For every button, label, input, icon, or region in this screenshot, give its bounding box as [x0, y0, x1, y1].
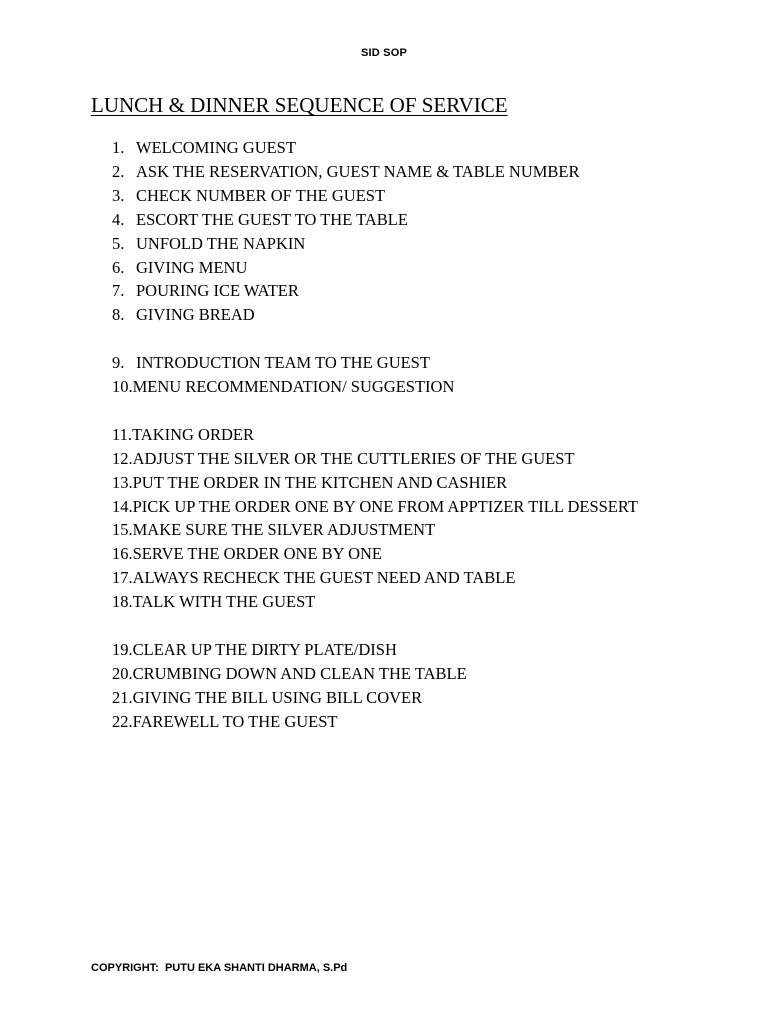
step-item: [112, 160, 678, 184]
step-number: 14.: [112, 496, 133, 516]
step-item: [112, 662, 678, 686]
step-item: [112, 638, 678, 662]
step-number: 15.: [112, 520, 133, 540]
step-number: 3.: [112, 185, 125, 205]
step-text: TALK WITH THE GUEST: [132, 592, 316, 612]
step-item: [112, 471, 678, 495]
step-item: [112, 232, 678, 256]
step-number: 21.: [112, 687, 133, 707]
step-text: UNFOLD THE NAPKIN: [136, 233, 306, 253]
step-item: [112, 710, 678, 734]
step-item: [112, 375, 678, 399]
step-text: GIVING THE BILL USING BILL COVER: [132, 687, 423, 707]
step-item: [112, 184, 678, 208]
step-text: INTRODUCTION TEAM TO THE GUEST: [136, 353, 430, 373]
step-item: [112, 279, 678, 303]
step-number: 8.: [112, 305, 125, 325]
step-number: 7.: [112, 281, 125, 301]
step-number: 20.: [112, 663, 133, 683]
step-number: 9.: [112, 353, 125, 373]
step-item: [112, 495, 678, 519]
step-text: GIVING MENU: [136, 257, 248, 277]
step-item: [112, 351, 678, 375]
step-number: 10.: [112, 377, 133, 397]
step-text: MAKE SURE THE SILVER ADJUSTMENT: [132, 520, 436, 540]
step-text: CHECK NUMBER OF THE GUEST: [136, 185, 386, 205]
step-item: [112, 423, 678, 447]
step-text: TAKING ORDER: [132, 424, 254, 444]
step-number: 17.: [112, 568, 133, 588]
step-item: [112, 590, 678, 614]
step-number: 16.: [112, 544, 133, 564]
step-number: 2.: [112, 161, 125, 181]
step-number: 18.: [112, 592, 133, 612]
step-text: CLEAR UP THE DIRTY PLATE/DISH: [132, 639, 397, 659]
step-text: POURING ICE WATER: [136, 281, 299, 301]
step-text: ALWAYS RECHECK THE GUEST NEED AND TABLE: [132, 568, 516, 588]
step-item: [112, 518, 678, 542]
step-text: ADJUST THE SILVER OR THE CUTTLERIES OF THE GUEST: [132, 448, 575, 468]
step-item: [112, 447, 678, 471]
step-text: MENU RECOMMENDATION/ SUGGESTION: [132, 377, 455, 397]
step-text: PICK UP THE ORDER ONE BY ONE FROM APPTIZER TILL DESSERT: [132, 496, 638, 516]
section-spacer: [112, 327, 678, 351]
step-item: [112, 686, 678, 710]
step-item: [112, 208, 678, 232]
step-text: ESCORT THE GUEST TO THE TABLE: [136, 209, 408, 229]
step-item: [112, 566, 678, 590]
step-text: ASK THE RESERVATION, GUEST NAME & TABLE NUMBER: [136, 161, 580, 181]
step-text: CRUMBING DOWN AND CLEAN THE TABLE: [132, 663, 467, 683]
step-text: PUT THE ORDER IN THE KITCHEN AND CASHIER: [132, 472, 508, 492]
step-item: [112, 136, 678, 160]
step-number: 5.: [112, 233, 125, 253]
step-number: 22.: [112, 711, 133, 731]
step-number: 1.: [112, 138, 125, 157]
step-item: [112, 303, 678, 327]
step-number: 4.: [112, 209, 125, 229]
step-number: 19.: [112, 639, 133, 659]
step-number: 6.: [112, 257, 125, 277]
copyright-footer: COPYRIGHT: PUTU EKA SHANTI DHARMA, S.Pd: [91, 962, 348, 974]
step-text: WELCOMING GUEST: [136, 138, 296, 157]
step-number: 13.: [112, 472, 133, 492]
document-title: LUNCH & DINNER SEQUENCE OF SERVICE: [91, 93, 508, 117]
step-item: [112, 542, 678, 566]
step-text: GIVING BREAD: [136, 305, 255, 325]
step-number: 11.: [112, 424, 133, 444]
section-spacer: [112, 614, 678, 638]
page-header: SID SOP: [360, 47, 408, 59]
step-text: FAREWELL TO THE GUEST: [132, 711, 338, 731]
step-number: 12.: [112, 448, 133, 468]
step-item: [112, 256, 678, 280]
service-steps-list: [112, 136, 678, 734]
section-spacer: [112, 399, 678, 423]
step-text: SERVE THE ORDER ONE BY ONE: [132, 544, 383, 564]
